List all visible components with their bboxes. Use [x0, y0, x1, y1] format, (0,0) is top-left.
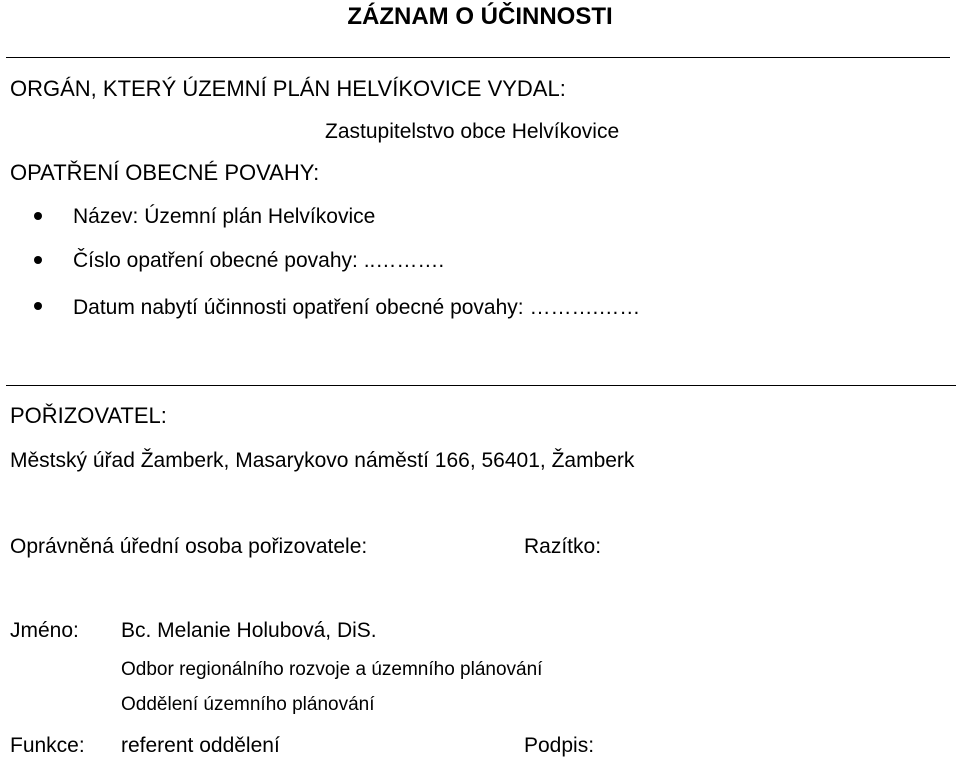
function-label: Funkce: — [10, 734, 85, 757]
divider-top — [6, 57, 950, 58]
official-label: Oprávněná úřední osoba pořizovatele: — [10, 535, 368, 558]
measure-label: OPATŘENÍ OBECNÉ POVAHY: — [10, 160, 320, 185]
function-value: referent oddělení — [121, 734, 280, 757]
bullet-icon — [34, 302, 42, 310]
issuer-label: ORGÁN, KTERÝ ÚZEMNÍ PLÁN HELVÍKOVICE VYDAL: — [10, 76, 566, 101]
section-text: Oddělení územního plánování — [121, 694, 375, 715]
procurer-value: Městský úřad Žamberk, Masarykovo náměstí 166, 56401, Žamberk — [10, 449, 635, 472]
procurer-label: POŘIZOVATEL: — [10, 403, 167, 428]
issuer-value: Zastupitelstvo obce Helvíkovice — [325, 120, 620, 143]
bullet-icon — [34, 212, 42, 220]
measure-item-number: Číslo opatření obecné povahy: ..………. — [73, 249, 445, 272]
name-value: Bc. Melanie Holubová, DiS. — [121, 619, 377, 642]
signature-label: Podpis: — [524, 734, 595, 757]
page-title: ZÁZNAM O ÚČINNOSTI — [347, 3, 613, 30]
divider-middle — [6, 385, 956, 386]
name-label: Jméno: — [10, 619, 79, 642]
measure-item-name: Název: Územní plán Helvíkovice — [73, 205, 376, 228]
department-text: Odbor regionálního rozvoje a územního plánování — [121, 659, 543, 680]
measure-item-date: Datum nabytí účinnosti opatření obecné povahy: ……….…… — [73, 296, 641, 319]
bullet-icon — [34, 256, 42, 264]
stamp-label: Razítko: — [524, 535, 602, 558]
